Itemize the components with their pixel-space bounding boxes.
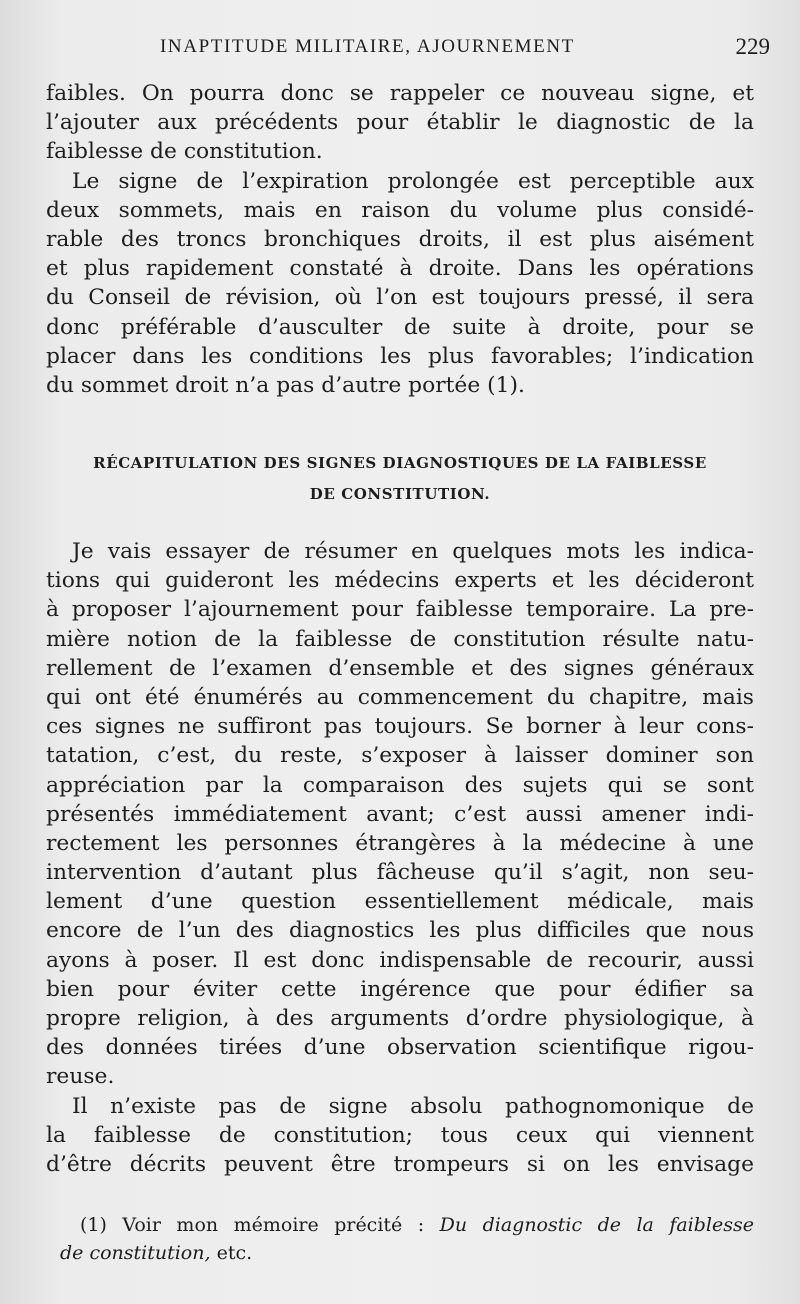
text-line: encore de l’un des diagnostics les plus difficiles que nous [46,918,754,944]
running-title: INAPTITUDE MILITAIRE, AJOURNEMENT [160,36,575,57]
text-line: présentés immédiatement avant; c’est aussi amener indi- [46,801,754,827]
paragraph-expiration [46,167,754,401]
text-line: rellement de l’examen d’ensemble et des signes généraux [46,655,754,681]
text-line: appréciation par la comparaison des sujets qui se sont [46,772,754,798]
running-header [160,34,770,64]
text-line: lement d’une question essentiellement médicale, mais [46,889,754,915]
text-line: du sommet droit n’a pas d’autre portée (1). [46,372,525,398]
text-line: mière notion de la faiblesse de constitution résulte natu- [46,626,754,652]
text-line: tatation, c’est, du reste, s’exposer à laisser dominer son [46,743,754,769]
text-line: reuse. [46,1064,115,1090]
text-line: bien pour éviter cette ingérence que pour édifier sa [46,976,754,1002]
footnote-line [60,1239,754,1267]
text-line: faibles. On pourra donc se rappeler ce nouveau signe, et [46,81,754,106]
text-line: rectement les personnes étrangères à la médecine à une [46,830,754,856]
text-line: rable des troncs bronchiques droits, il est plus aisément [46,226,754,252]
text-line: ces signes ne suffiront pas toujours. Se borner à leur cons- [46,714,754,740]
text-line: propre religion, à des arguments d’ordre physiologique, à [46,1006,754,1031]
text-line: deux sommets, mais en raison du volume plus considé- [46,197,754,223]
text-line: et plus rapidement constaté à droite. Dans les opérations [46,256,754,282]
page-number: 229 [735,34,770,59]
text-line: faiblesse de constitution. [46,139,323,165]
paragraph-no-absolute-sign [46,1092,754,1180]
section-heading-line: DE CONSTITUTION. [309,485,491,503]
footnote-line [60,1211,754,1239]
text-line: à proposer l’ajournement pour faiblesse temporaire. La pre- [46,597,754,623]
text-line: Je vais essayer de résumer en quelques mots les indica- [72,539,754,564]
text-line: placer dans les conditions les plus favorables; l’indication [46,343,754,369]
text-line: tions qui guideront les médecins experts et les décideront [46,568,754,594]
footnote-prefix: (1) Voir mon mémoire précité : [80,1214,440,1236]
section-heading [48,448,752,510]
text-line: qui ont été énumérés au commencement du chapitre, mais [46,684,754,710]
text-line: des données tirées d’une observation scientifique rigou- [46,1035,754,1061]
footnote-cited-title-continued: de constitution, [60,1242,211,1264]
text-line: du Conseil de révision, où l’on est toujours pressé, il sera [46,285,754,311]
text-line: ayons à poser. Il est donc indispensable de recourir, aussi [46,947,754,973]
text-line: Il n’existe pas de signe absolu pathognomonique de [72,1094,754,1119]
footnote-suffix: etc. [210,1242,253,1264]
section-heading-line: RÉCAPITULATION DES SIGNES DIAGNOSTIQUES DE LA FAIBLESSE [93,454,707,472]
paragraph-continuation [46,79,754,167]
text-line: la faiblesse de constitution; tous ceux qui viennent [46,1123,754,1149]
footnote [60,1211,754,1267]
text-line: l’ajouter aux précédents pour établir le diagnostic de la [46,110,754,136]
paragraph-recapitulation [46,537,754,1092]
text-line: d’être décrits peuvent être trompeurs si on les envisage [46,1152,754,1178]
text-line: donc préférable d’ausculter de suite à droite, pour se [46,314,754,340]
footnote-cited-title: Du diagnostic de la faiblesse [439,1214,754,1236]
text-line: intervention d’autant plus fâcheuse qu’il s’agit, non seu- [46,860,754,886]
text-line: Le signe de l’expiration prolongée est perceptible aux [72,168,754,194]
